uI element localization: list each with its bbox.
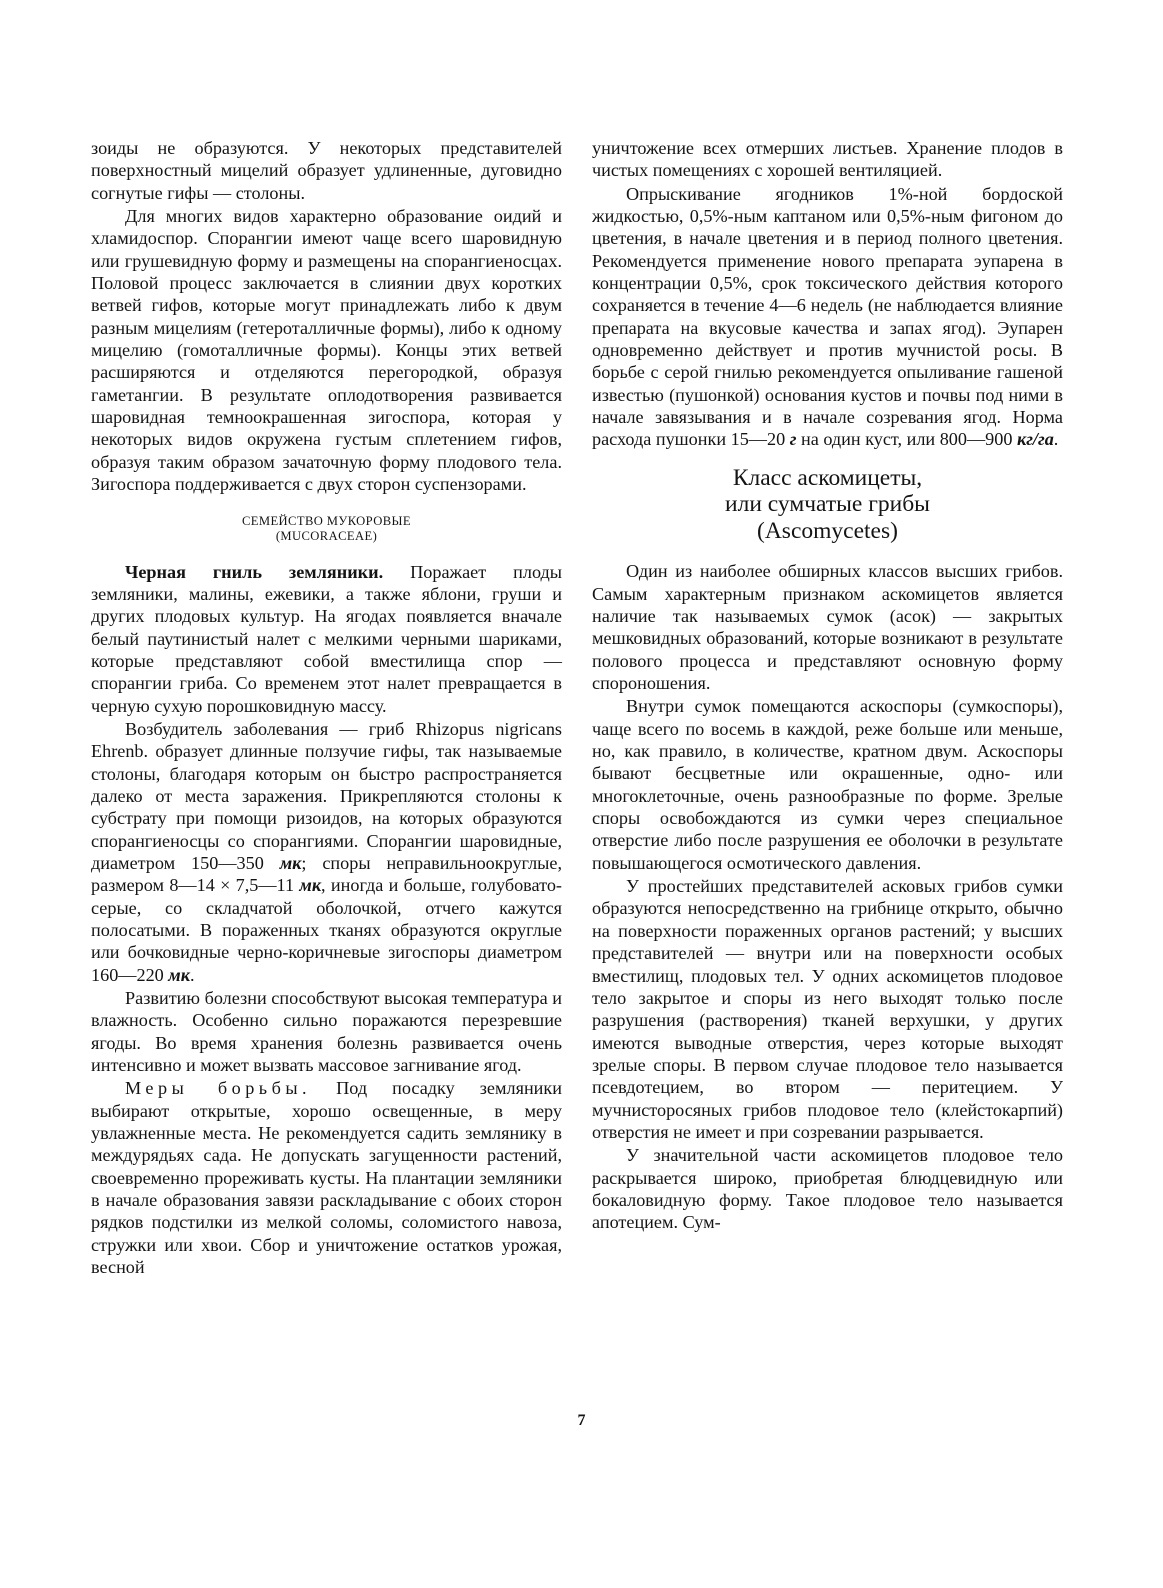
- paragraph: [91, 1077, 562, 1278]
- paragraph-text: Возбудитель заболевания — гриб Rhizopus nigricans Ehrenb. образует длинные ползучие гифы, так называемые столоны, благодаря которым он быстро распространяется далеко от места заражения. Прикрепляются столоны к субстрату при помощи ризоидов, на которых образуются спорангиеносцы со спорангиями. Спорангии шаровидные, диаметром 150—350: [91, 718, 562, 873]
- paragraph-text: на один куст, или 800—900: [796, 429, 1017, 450]
- unit-label: мк: [279, 852, 302, 873]
- class-heading-line: (Ascomycetes): [757, 517, 898, 544]
- left-column: [91, 137, 562, 1279]
- paragraph: уничтожение всех отмерших листьев. Хранение плодов в чистых помещениях с хорошей вентиляцией.: [592, 138, 1063, 181]
- paragraph-text: ; споры неправильноокруглые, размером 8—14 × 7,5—11: [91, 852, 562, 896]
- paragraph-text: , иногда и больше, голубовато-серые, со складчатой оболочкой, отчего кажутся полосатыми. В пораженных тканях образуются округлые или бочковидные черно-коричневые зигоспоры диаметром 160—220: [91, 875, 562, 985]
- paragraph-text: Поражает плоды земляники, малины, ежевики, а также яблони, груши и других плодовых культур. На ягодах появляется вначале белый паутинистый налет с мелкими черными шариками, которые представляют собой вместилища спор — спорангии гриба. Со временем этот налет превращается в черную сухую порошковидную массу.: [91, 561, 563, 716]
- unit-label: кг/га: [1017, 429, 1054, 450]
- disease-title: Черная гниль земляники.: [125, 561, 384, 582]
- paragraph: [91, 718, 562, 986]
- family-heading-line: (MUCORACEAE): [275, 529, 378, 543]
- section-label: Меры борьбы.: [125, 1078, 312, 1099]
- unit-label: мк: [168, 964, 190, 985]
- paragraph: зоиды не образуются. У некоторых представителей поверхностный мицелий образует удлиненные, дуговидно согнутые гифы — столоны.: [91, 138, 562, 203]
- family-heading-line: СЕМЕЙСТВО МУКОРОВЫЕ: [241, 513, 412, 528]
- right-column: [592, 137, 1063, 1234]
- paragraph: У значительной части аскомицетов плодовое тело раскрывается широко, приобретая блюдцевидную или бокаловидную форму. Такое плодовое тело называется апотецием. Сум-: [592, 1145, 1063, 1233]
- unit-label: мк: [299, 875, 322, 896]
- paragraph: Для многих видов характерно образование оидий и хламидоспор. Спорангии имеют чаще всего шаровидную или грушевидную форму и размещены на спорангиеносцах. Половой процесс заключается в слиянии двух коротких ветвей гифов, которые могут принадлежать либо к двум разным мицелиям (гетероталличные формы), либо к одному мицелию (гомоталличные формы). Концы этих ветвей расширяются и отделяются перегородкой, образуя гаметангии. В результате оплодотворения развивается шаровидная темноокрашенная зигоспора, которая у некоторых видов окружена густым сплетением гифов, образуя таким образом зачаточную форму плодового тела. Зигоспора поддерживается с двух сторон суспензорами.: [91, 206, 562, 495]
- paragraph: У простейших представителей асковых грибов сумки образуются непосредственно на грибнице открыто, обычно на поверхности пораженных органов растений; у высших представителей — внутри или на поверхности особых вместилищ, плодовых тел. У одних аскомицетов плодовое тело закрытое и споры из него выходят только после разрушения (растворения) тканей верхушки, у других имеются выводные отверстия, через которые выходят зрелые споры. В первом случае плодовое тело называется псевдотецием, во втором — перитецием. У мучнисторосяных грибов плодовое тело (клейстокарпий) отверстия не имеет и при созревании разрывается.: [592, 876, 1063, 1142]
- unit-label: г: [789, 429, 797, 450]
- paragraph-text: Опрыскивание ягодников 1%-ной бордоской жидкостью, 0,5%-ным каптаном или 0,5%-ным фигоном до цветения, в начале цветения и в период полного цветения. Рекомендуется применение нового препарата эупарена в концентрации 0,5%, срок токсического действия которого сохраняется в течение 4—6 недель (не наблюдается влияние препарата на вкусовые качества и запах ягод). Эупарен одновременно действует и против мучнистой росы. В борьбе с серой гнилью рекомендуется опыливание гашеной известью (пушонкой) основания кустов и почвы под ними в начале завязывания и в начале созревания ягод. Норма расхода пушонки 15—20: [592, 183, 1063, 450]
- class-heading-line: или сумчатые грибы: [725, 491, 930, 518]
- paragraph: Один из наиболее обширных классов высших грибов. Самым характерным признаком аскомицетов является наличие так называемых сумок (асок) — закрытых мешковидных образований, которые возникают в результате полового процесса и представляют основную форму спороношения.: [592, 561, 1063, 694]
- paragraph: [592, 183, 1063, 451]
- family-heading: [91, 514, 562, 545]
- paragraph-text: .: [1053, 429, 1059, 450]
- paragraph: [91, 561, 562, 717]
- paragraph: Развитию болезни способствуют высокая температура и влажность. Особенно сильно поражаются перезревшие ягоды. Во время хранения болезнь развивается очень интенсивно и может вызвать массовое загнивание ягод.: [91, 988, 562, 1076]
- paragraph-text: Под посадку земляники выбирают открытые, хорошо освещенные, в меру увлажненные места. Не рекомендуется садить землянику в междурядьях сада. Не допускать загущенности растений, своевременно прореживать кусты. На плантации земляники в начале образования завязи раскладывание с обоих сторон рядков подстилки из мелкой соломы, соломистого навоза, стружки или хвои. Сбор и уничтожение остатков урожая, весной: [91, 1078, 562, 1278]
- page-number: 7: [577, 1412, 586, 1429]
- class-heading-line: Класс аскомицеты,: [732, 464, 923, 491]
- paragraph-text: .: [189, 964, 195, 985]
- paragraph: Внутри сумок помещаются аскоспоры (сумкоспоры), чаще всего по восемь в каждой, реже больше или меньше, но, как правило, в количестве, кратном двум. Аскоспоры бывают бесцветные или окрашенные, одно- или многоклеточные, очень разнообразные по форме. Зрелые споры освобождаются из сумки через специальное отверстие либо после разрушения ее оболочки в результате повышающегося осмотического давления.: [592, 696, 1063, 873]
- class-heading: [592, 465, 1063, 545]
